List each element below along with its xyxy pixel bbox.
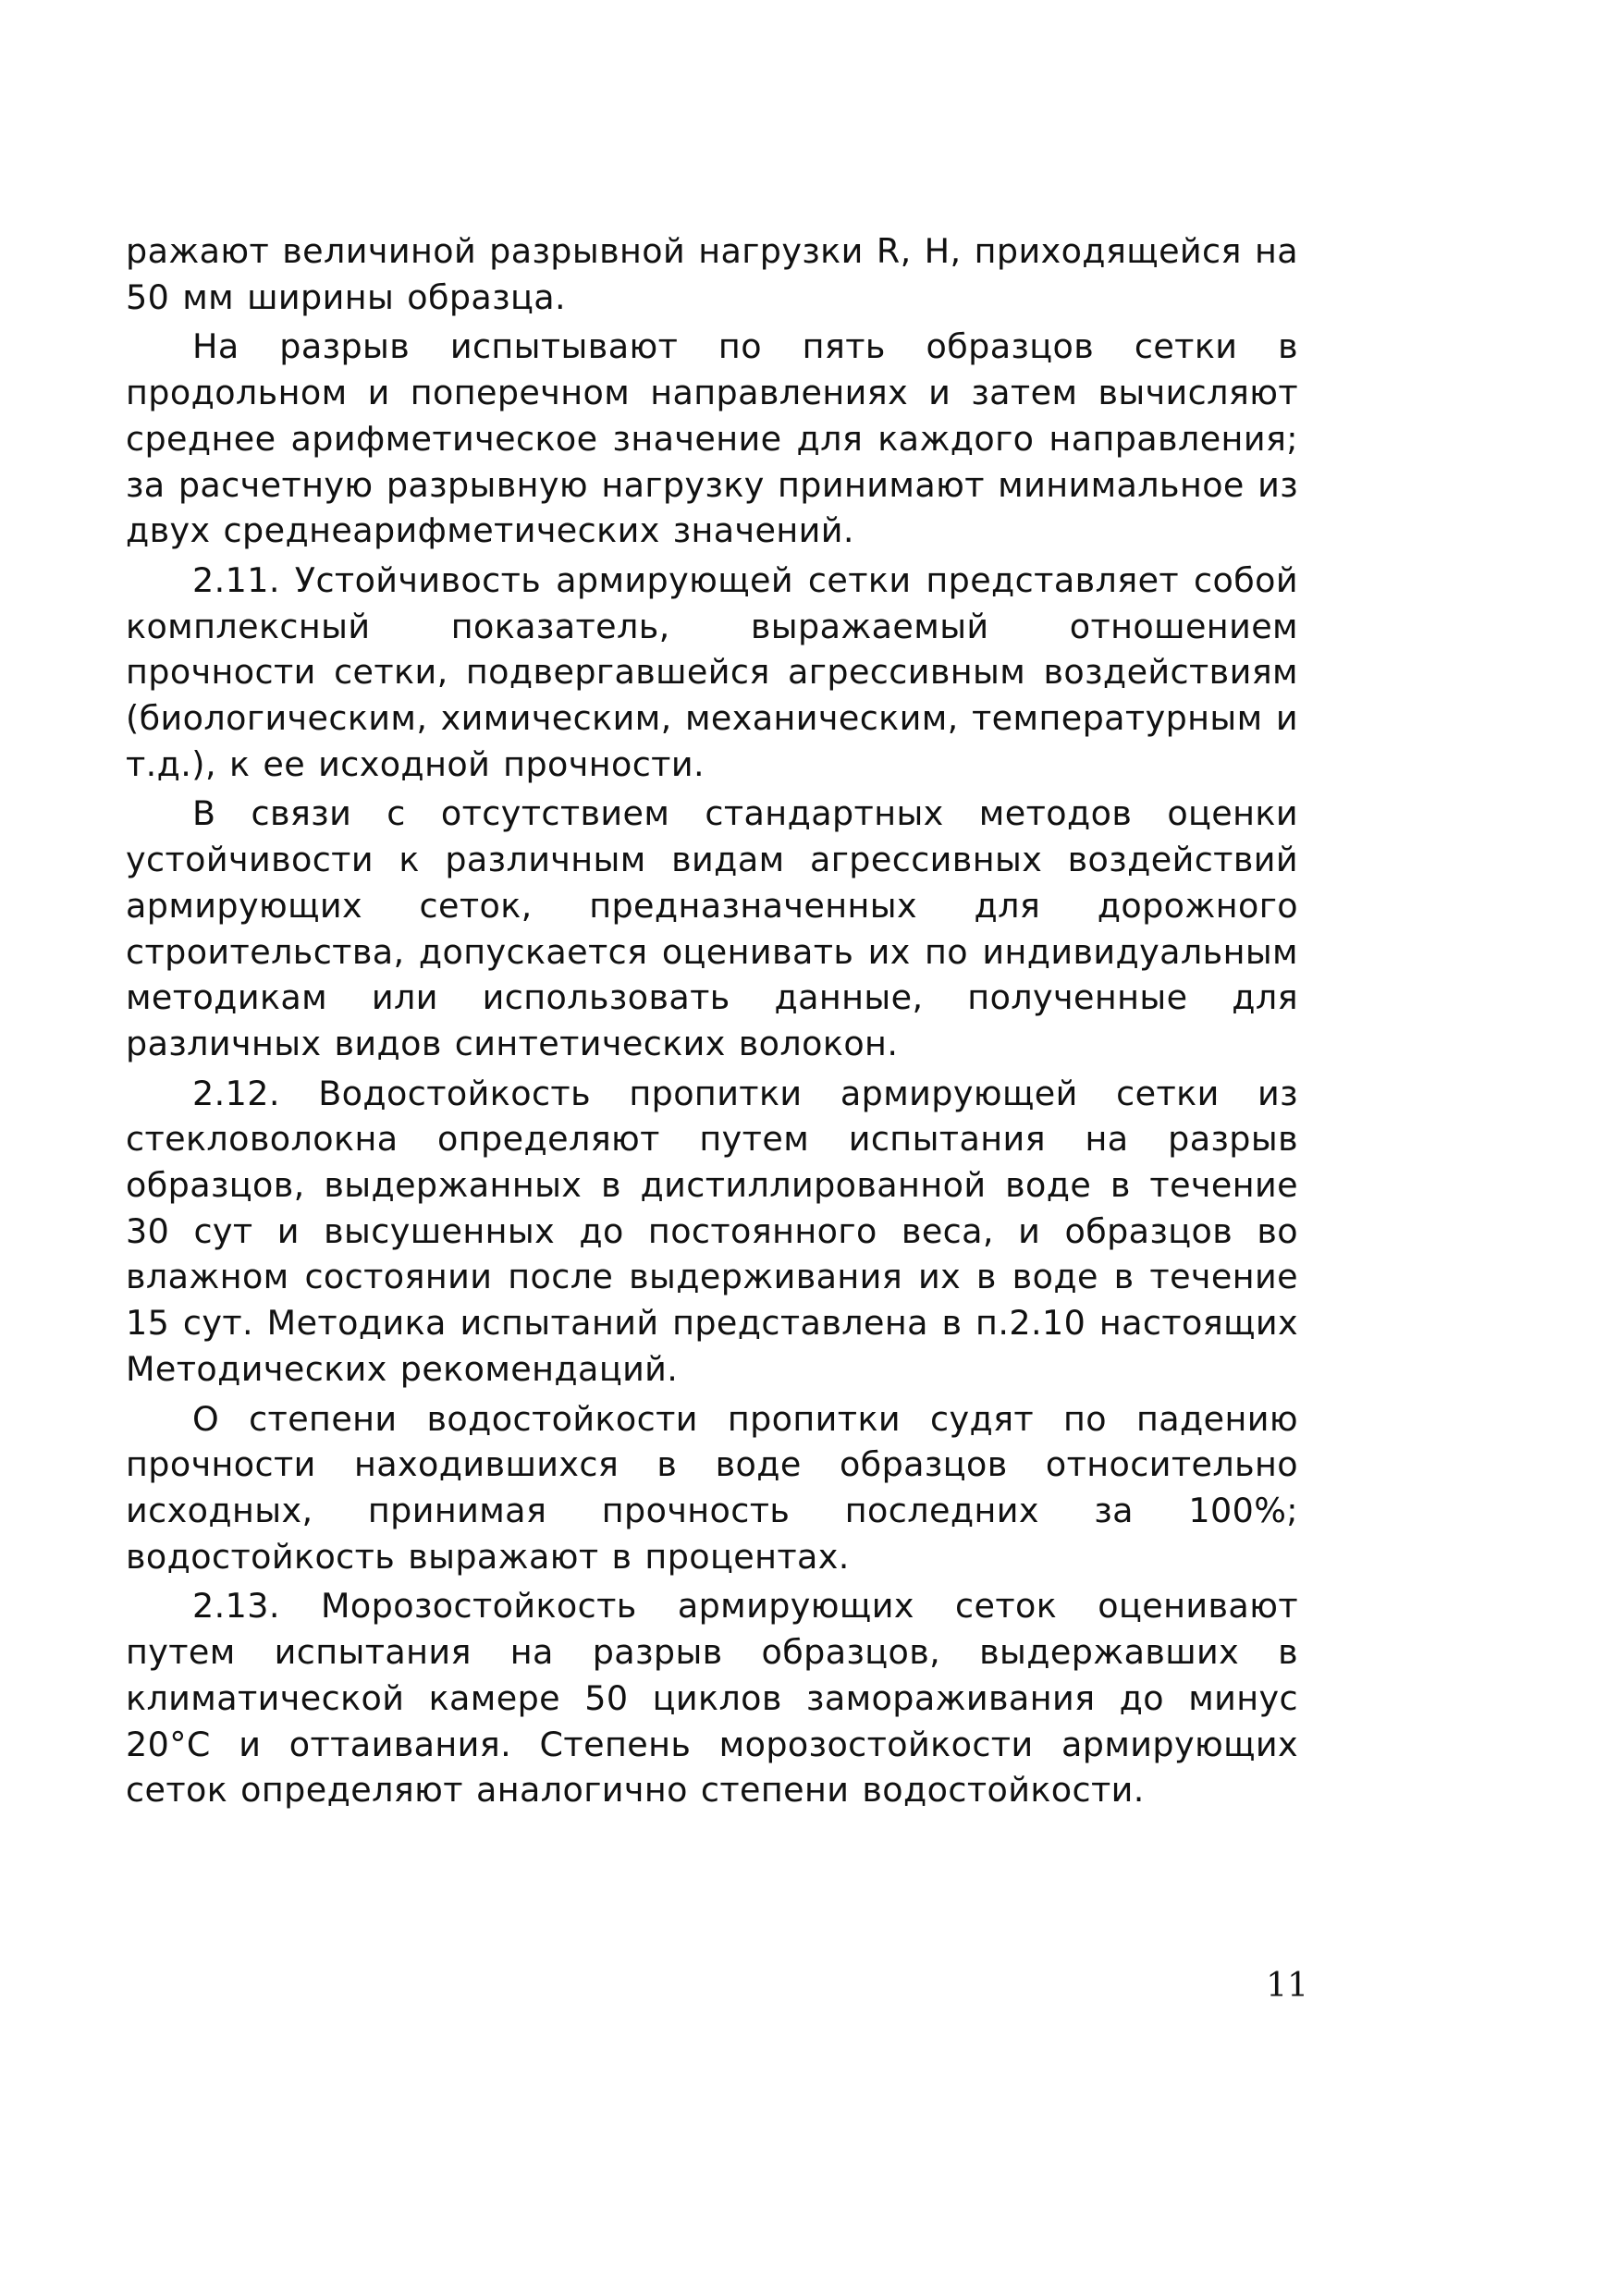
paragraph-resistance-methods: В связи с отсутствием стандартных методов оценки устойчивости к различным видам агрессивных воздействий армирующих сеток, предназначенных для дорожного строительства, допускается оценивать их по индивидуальным методикам или использовать данные, полученные для различных видов синтетических волокон. [126, 793, 1298, 1063]
paragraph-2-12: 2.12. Водостойкость пропитки армирующей сетки из стекловолокна определяют путем испытания на разрыв образцов, выдержанных в дистиллированной воде в течение 30 сут и высушенных до постоянного веса, и образцов во влажном состоянии после выдерживания их в воде в течение 15 сут. Методика испытаний представлена в п.2.10 настоящих Методических рекомендаций. [126, 1073, 1298, 1389]
body-text [126, 228, 1298, 1817]
paragraph-2-11: 2.11. Устойчивость армирующей сетки представляет собой комплексный показатель, выражаемый отношением прочности сетки, подвергавшейся агрессивным воздействиям (биологическим, химическим, механическим, температурным и т.д.), к ее исходной прочности. [126, 559, 1298, 784]
paragraph-2-13: 2.13. Морозостойкость армирующих сеток оценивают путем испытания на разрыв образцов, выдержавших в климатической камере 50 циклов замораживания до минус 20°С и оттаивания. Степень морозостойкости армирующих сеток определяют аналогично степени водостойкости. [126, 1586, 1298, 1811]
paragraph-water-resistance-degree: О степени водостойкости пропитки судят по падению прочности находившихся в воде образцов относительно исходных, принимая прочность последних за 100%; водостойкость выражают в процентах. [126, 1398, 1298, 1577]
page-number: 11 [1266, 1967, 1308, 2005]
paragraph-continuation: ражают величиной разрывной нагрузки R, Н, приходящейся на 50 мм ширины образца. [126, 231, 1298, 317]
paragraph-tensile-test: На разрыв испытывают по пять образцов сетки в продольном и поперечном направлениях и затем вычисляют среднее арифметическое значение для каждого направления; за расчетную разрывную нагрузку принимают минимальное из двух среднеарифметических значений. [126, 326, 1298, 551]
